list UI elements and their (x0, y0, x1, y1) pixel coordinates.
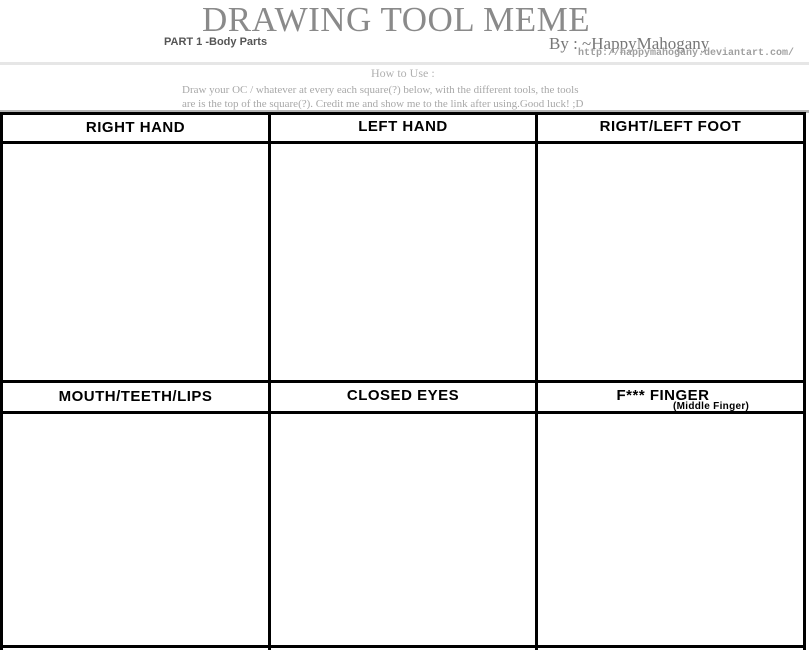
page-title: DRAWING TOOL MEME (202, 0, 591, 39)
grid-line-row1-label-bottom (0, 141, 806, 144)
grid-line-row2-label-top (0, 380, 806, 383)
cell-label-mouth-teeth-lips: MOUTH/TEETH/LIPS (58, 388, 213, 405)
cell-label-finger: F*** FINGER (616, 387, 710, 404)
cell-label-right-hand: RIGHT HAND (85, 119, 186, 136)
how-to-heading: How to Use : (371, 66, 435, 80)
cell-label-left-hand: LEFT HAND (358, 118, 448, 135)
cell-label-closed-eyes: CLOSED EYES (346, 387, 460, 404)
grid-line-col1 (268, 113, 271, 650)
instructions-line-1: Draw your OC / whatever at every each square(?) below, with the different tools, the tools (182, 84, 579, 96)
header-separator (0, 62, 809, 65)
grid-line-bottom (0, 645, 806, 648)
cell-sublabel-middle-finger: (Middle Finger) (673, 401, 750, 412)
grid-line-right (803, 113, 806, 650)
author-url: http://happymahogany.deviantart.com/ (578, 48, 795, 59)
grid-line-left (0, 113, 3, 650)
instructions-line-2: are is the top of the square(?). Credit me and show me to the link after using.Good luck! ;D (182, 98, 584, 110)
grid-line-col2 (535, 113, 538, 650)
author-byline: By : ~HappyMahogany (549, 34, 710, 53)
cell-label-right-left-foot: RIGHT/LEFT FOOT (599, 118, 742, 135)
grid-line-top (0, 112, 806, 115)
part-label: PART 1 -Body Parts (164, 36, 268, 48)
instructions-text (182, 83, 672, 111)
